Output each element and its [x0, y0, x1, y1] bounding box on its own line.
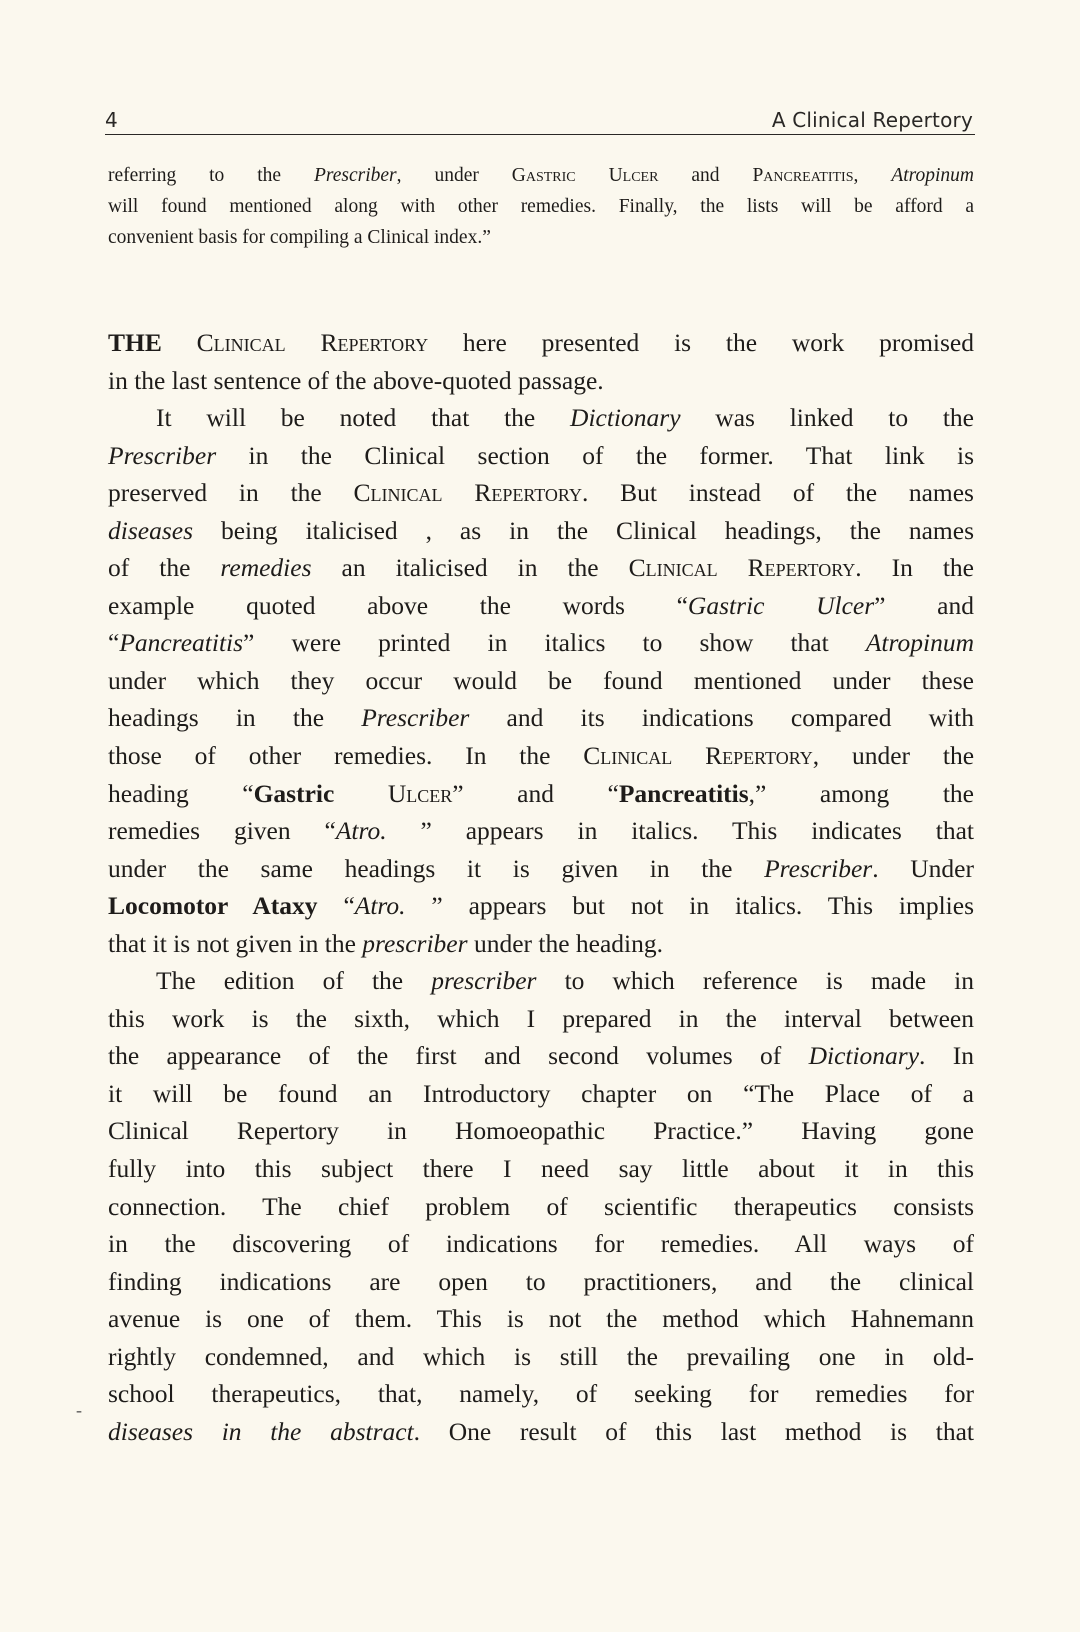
text-run: . One result of this last method is that	[413, 1416, 974, 1446]
text-run: in the discovering of indications for remedies. All ways of	[108, 1229, 974, 1259]
text-run: It will be noted that the	[156, 403, 571, 433]
text-run: fully into this subject there I need say little about it in this	[108, 1154, 974, 1184]
text-line	[108, 362, 974, 400]
text-line	[108, 1150, 974, 1188]
text-line	[108, 437, 974, 475]
quoted-passage	[108, 160, 974, 253]
bold-run: Pancreatitis	[618, 778, 749, 808]
text-run: this work is the sixth, which I prepared in the interval between	[108, 1003, 974, 1033]
bold-run: Gastric	[253, 778, 335, 808]
text-run: in the last sentence of the above-quoted passage.	[108, 365, 604, 395]
text-run: , under	[396, 165, 512, 186]
text-line	[108, 662, 974, 700]
text-line	[108, 222, 974, 253]
text-run: that it is not given in the	[108, 928, 363, 958]
text-run: those of other remedies. In the	[108, 741, 584, 771]
italic-run: Atro.	[354, 891, 406, 921]
text-run: avenue is one of them. This is not the method which Hahnemann	[108, 1304, 974, 1334]
text-line	[108, 624, 974, 662]
text-run: under the heading.	[467, 928, 663, 958]
text-run: under which they occur would be found mentioned under these	[108, 665, 974, 695]
text-run: ” and	[874, 590, 974, 620]
text-line	[108, 191, 974, 222]
text-run: . In	[919, 1041, 974, 1071]
text-line	[108, 1000, 974, 1038]
text-line	[108, 737, 974, 775]
text-run: connection. The chief problem of scientific therapeutics consists	[108, 1191, 974, 1221]
text-run: . Under	[872, 853, 974, 883]
text-run: example quoted above the words “	[108, 590, 688, 620]
text-line	[108, 399, 974, 437]
text-run: headings in the	[108, 703, 362, 733]
text-run: “	[108, 628, 120, 658]
text-line	[108, 1263, 974, 1301]
italic-run: prescriber	[362, 928, 468, 958]
text-run: and	[658, 165, 753, 186]
italic-run: Atropinum	[891, 165, 975, 186]
text-run: was linked to the	[680, 403, 975, 433]
text-line	[108, 850, 974, 888]
italic-run: Prescriber	[313, 165, 397, 186]
text-run: ” appears in italics. This indicates that	[386, 816, 974, 846]
text-line	[108, 887, 974, 925]
italic-run: prescriber	[431, 966, 537, 996]
text-run: rightly condemned, and which is still the prevailing one in old-	[108, 1341, 974, 1371]
text-run: being italicised , as in the Clinical headings, the names	[193, 515, 974, 545]
text-run: in the Clinical section of the former. That link is	[216, 440, 974, 470]
small-caps-run: Ulcer	[387, 778, 453, 808]
text-line	[108, 160, 974, 191]
running-header	[105, 104, 975, 135]
small-caps-run: Gastric Ulcer	[511, 165, 659, 186]
text-run: will found mentioned along with other remedies. Finally, the lists will be afford a	[108, 196, 974, 217]
text-run: convenient basis for compiling a Clinical index.”	[108, 227, 491, 248]
text-line	[108, 1225, 974, 1263]
text-run: ” were printed in italics to show that	[243, 628, 866, 658]
italic-run: Atro.	[335, 816, 387, 846]
text-run: ” and “	[452, 778, 619, 808]
text-run: . But instead of the names	[581, 478, 974, 508]
bold-run: THE	[108, 328, 162, 357]
text-run: here presented is the work promised	[428, 328, 974, 357]
text-line	[108, 775, 974, 813]
small-caps-run: Clinical Repertory	[583, 741, 813, 771]
text-run: an italicised in the	[311, 553, 629, 583]
text-line	[108, 474, 974, 512]
text-run: ,	[853, 165, 892, 186]
text-line	[108, 1413, 974, 1451]
text-line	[108, 699, 974, 737]
text-run: ,” among the	[748, 778, 974, 808]
text-line	[108, 812, 974, 850]
italic-run: Atropinum	[865, 628, 974, 658]
text-run: finding indications are open to practitioners, and the clinical	[108, 1266, 974, 1296]
text-run: the appearance of the first and second volumes of	[108, 1041, 809, 1071]
text-run: , under the	[812, 741, 975, 771]
text-run: to which reference is made in	[536, 966, 974, 996]
text-run: and its indications compared with	[469, 703, 974, 733]
text-line	[108, 1075, 974, 1113]
small-caps-run: Clinical Repertory	[353, 478, 582, 508]
text-line	[108, 1338, 974, 1376]
italic-run: diseases	[108, 515, 193, 545]
text-line	[108, 1188, 974, 1226]
text-run: preserved in the	[108, 478, 354, 508]
text-line	[108, 512, 974, 550]
italic-run: Dictionary	[808, 1041, 920, 1071]
body-text	[108, 324, 974, 1450]
italic-run: Dictionary	[570, 403, 681, 433]
text-run: . In the	[855, 553, 975, 583]
italic-run: Pancreatitis	[119, 628, 244, 658]
text-line	[108, 324, 974, 362]
italic-run: Prescriber	[764, 853, 873, 883]
text-run: “	[317, 891, 355, 921]
text-line	[108, 1300, 974, 1338]
page-number: 4	[105, 108, 118, 132]
italic-run: remedies	[220, 553, 312, 583]
text-run: heading “	[108, 778, 254, 808]
text-run: Clinical Repertory in Homoeopathic Practice.” Having gone	[108, 1116, 974, 1146]
text-run: of the	[108, 553, 221, 583]
bold-run: Locomotor Ataxy	[108, 891, 318, 921]
italic-run: Prescriber	[361, 703, 470, 733]
text-line	[108, 962, 974, 1000]
text-line	[108, 1375, 974, 1413]
running-title: A Clinical Repertory	[771, 108, 973, 132]
italic-run: Prescriber	[108, 440, 217, 470]
text-line	[108, 1112, 974, 1150]
text-run: school therapeutics, that, namely, of seeking for remedies for	[108, 1379, 974, 1409]
small-caps-run: Pancreatitis	[752, 165, 854, 186]
small-caps-run: Clinical Repertory	[628, 553, 856, 583]
text-run: remedies given “	[108, 816, 336, 846]
text-run: ” appears but not in italics. This implies	[405, 891, 975, 921]
text-run	[334, 779, 388, 808]
text-line	[108, 925, 974, 963]
text-run: it will be found an Introductory chapter on “The Place of a	[108, 1078, 974, 1108]
italic-run: Gastric Ulcer	[687, 590, 875, 620]
small-caps-run: Clinical Repertory	[196, 328, 429, 357]
text-line	[108, 1037, 974, 1075]
text-run: referring to the	[108, 165, 314, 186]
text-run: under the same headings it is given in the	[108, 853, 765, 883]
margin-mark: -	[76, 1400, 82, 1420]
text-line	[108, 587, 974, 625]
italic-run: diseases in the abstract	[108, 1416, 414, 1446]
text-run: The edition of the	[156, 966, 432, 996]
text-line	[108, 549, 974, 587]
text-run	[162, 328, 197, 357]
